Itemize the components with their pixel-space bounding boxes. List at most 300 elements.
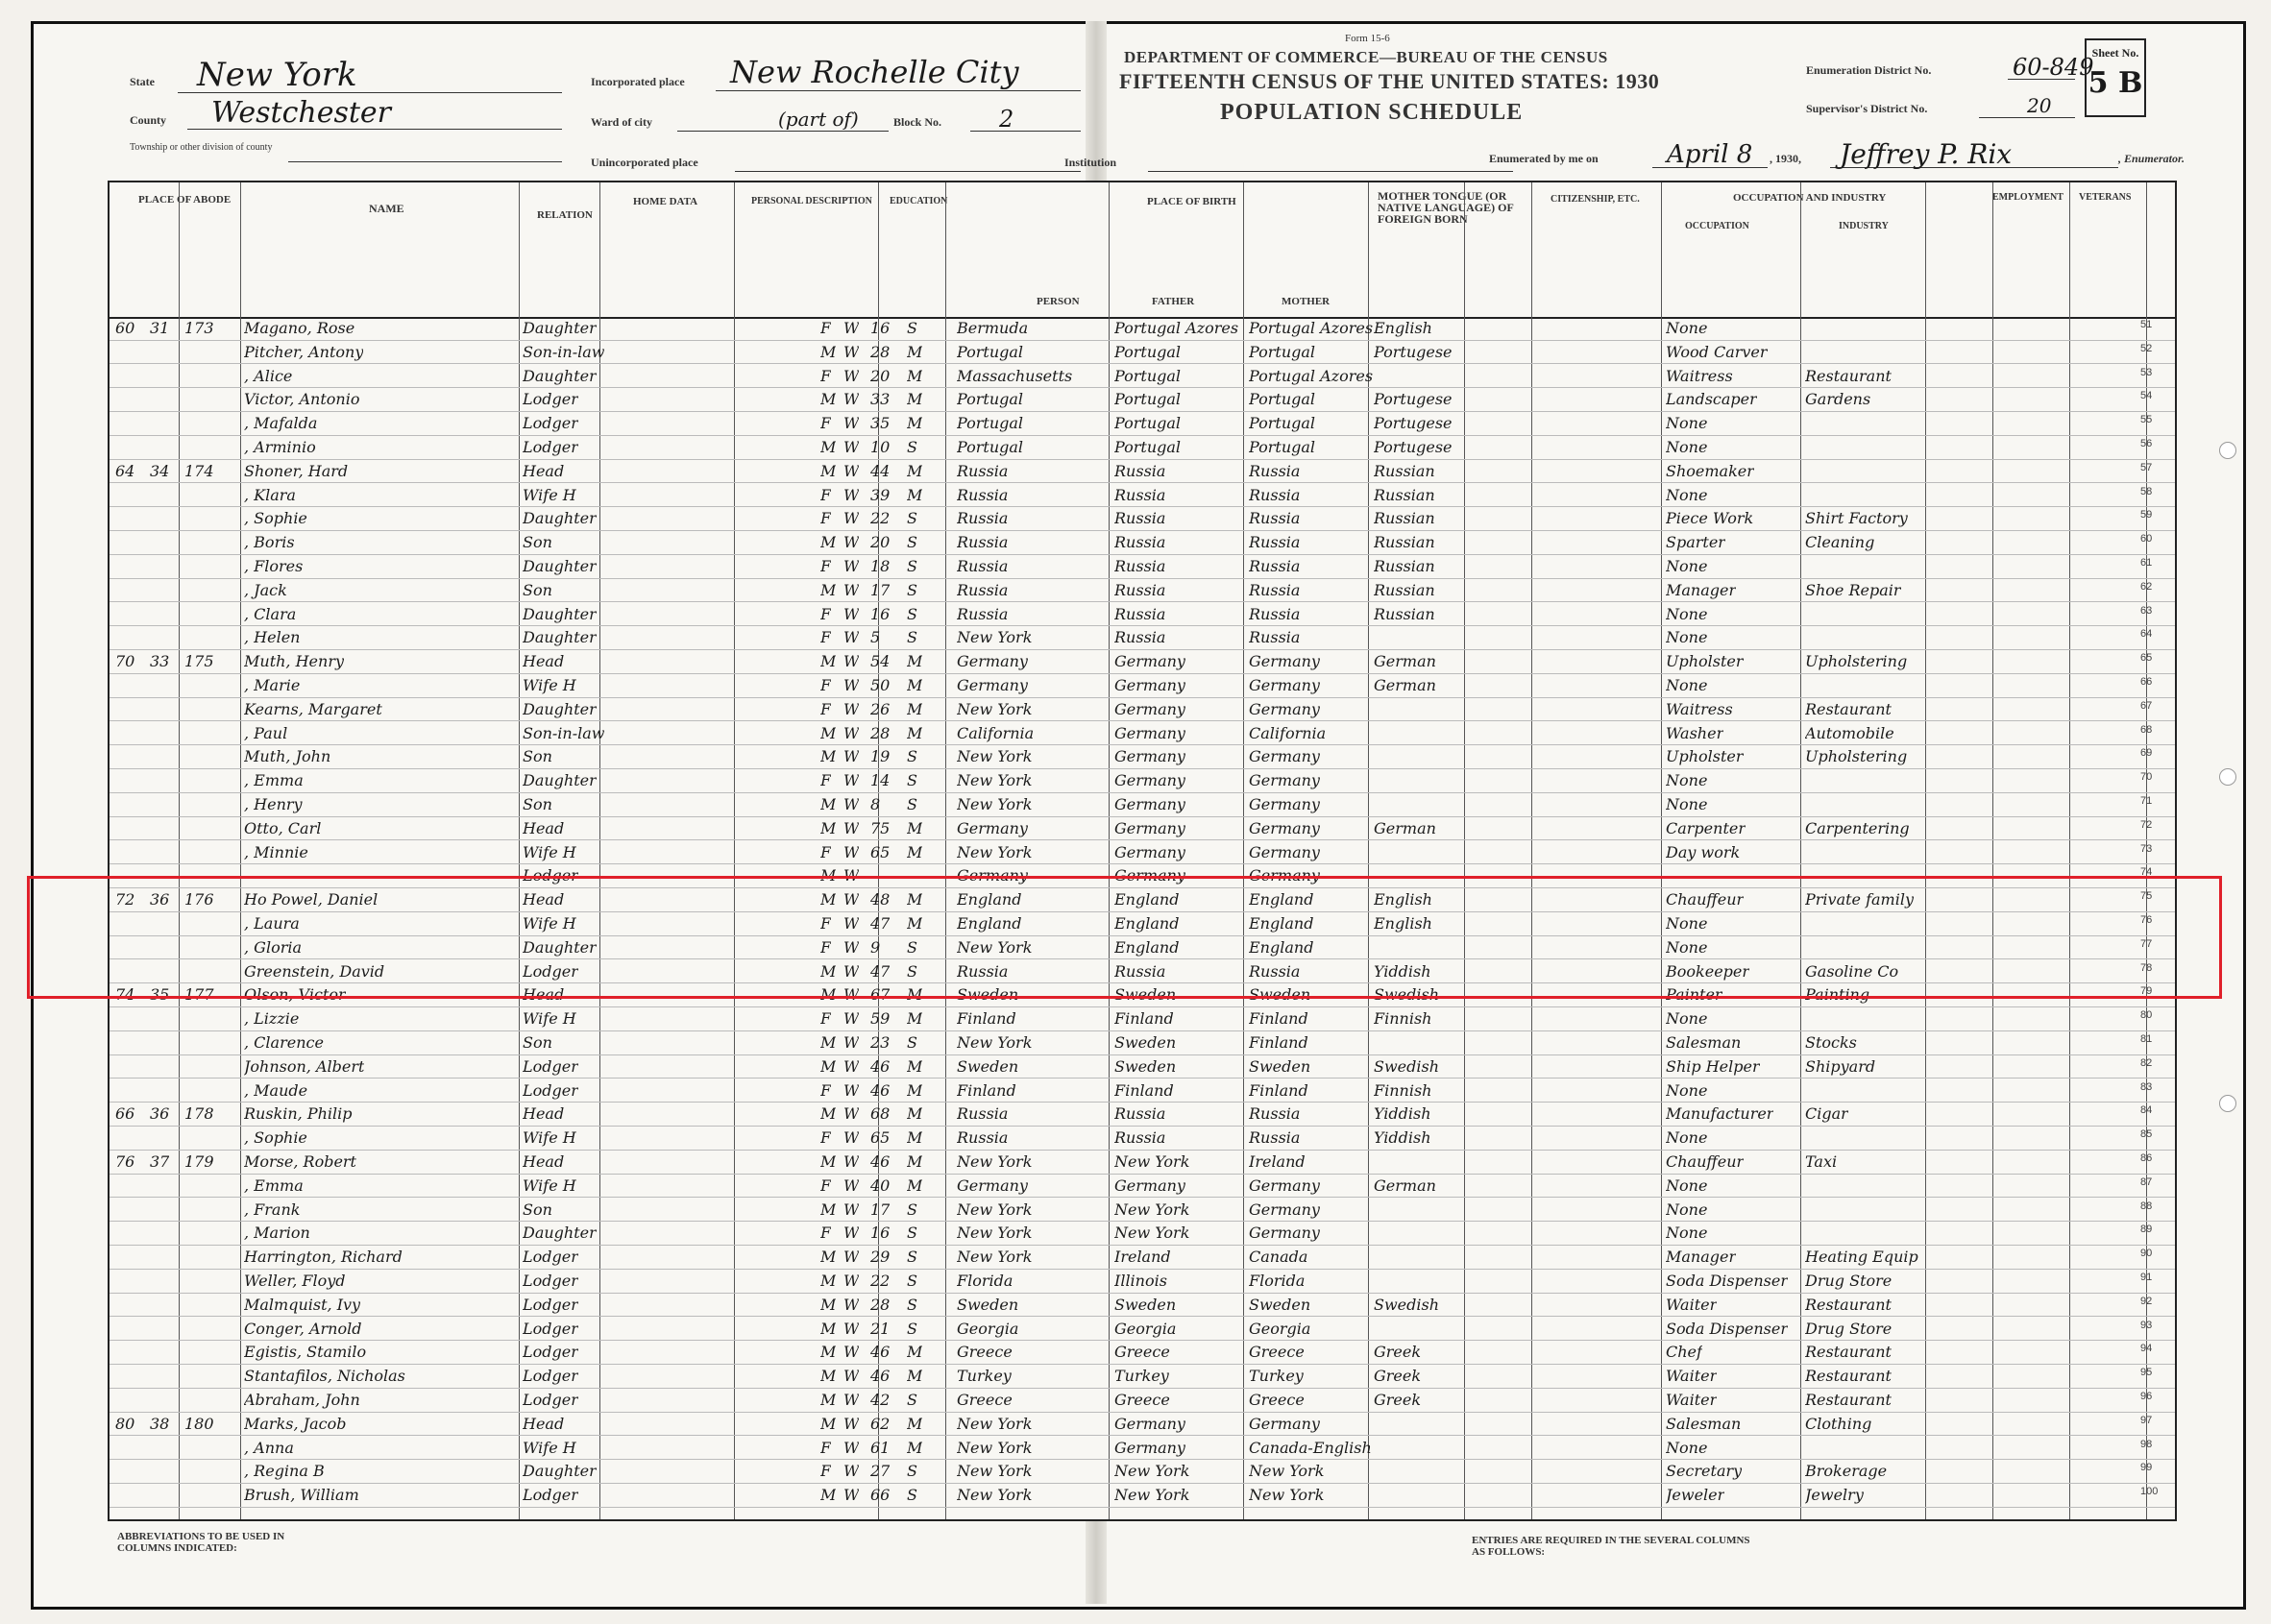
cell-lang: German [1374,1176,1436,1195]
cell-n: 67 [2140,699,2153,712]
cell-sex: F [820,1080,832,1100]
cell-ind: Jewelry [1805,1486,1864,1505]
cell-ind: Painting [1805,985,1870,1005]
cell-age: 46 [870,1152,891,1171]
table-row [110,317,2175,341]
cell-mbp: Russia [1249,485,1301,504]
cell-seq: 179 [184,1152,214,1171]
cell-occ: None [1666,1224,1708,1243]
cell-mar: M [907,1367,923,1386]
cell-race: W [843,747,860,766]
cell-race: W [843,1176,860,1195]
col-veterans: VETERANS [2079,192,2132,203]
cell-name: Stantafilos, Nicholas [244,1367,405,1386]
cell-fbp: Finland [1114,1009,1174,1029]
cell-n: 99 [2140,1462,2153,1474]
cell-race: W [843,1486,860,1505]
cell-lang: English [1374,914,1432,933]
table-row [110,1389,2175,1413]
sd-label: Supervisor's District No. [1806,102,1928,115]
cell-n: 57 [2140,461,2153,473]
cell-race: W [843,842,860,861]
cell-occ: None [1666,914,1708,933]
cell-occ: Soda Dispenser [1666,1272,1788,1290]
cell-lang: English [1374,890,1432,909]
cell-mbp: Russia [1249,509,1301,528]
cell-lang: Russian [1374,604,1435,623]
cell-name: Brush, William [244,1486,359,1505]
cell-mbp: Germany [1249,747,1320,766]
cell-ind: Heating Equip [1805,1248,1918,1267]
cell-race: W [843,866,860,885]
cell-n: 92 [2140,1295,2153,1307]
table-row [110,1460,2175,1484]
cell-occ: Chauffeur [1666,890,1745,909]
cell-fbp: Russia [1114,604,1166,623]
cell-rel: Lodger [523,1248,578,1267]
cell-mar: S [907,533,917,552]
cell-n: 85 [2140,1128,2153,1141]
cell-mar: M [907,818,923,837]
enumerator-label: , Enumerator. [2118,152,2186,165]
cell-age: 61 [870,1438,891,1457]
cell-age: 33 [870,390,891,409]
cell-bp: Germany [957,818,1028,837]
cell-sex: M [820,890,837,909]
cell-n: 75 [2140,890,2153,903]
cell-age: 16 [870,604,891,623]
table-row [110,1270,2175,1294]
cell-age: 68 [870,1104,891,1124]
cell-occ: None [1666,319,1708,337]
table-row [110,1055,2175,1079]
table-row [110,1318,2175,1342]
cell-age: 19 [870,747,891,766]
cell-bp: New York [957,1486,1033,1505]
cell-mar: S [907,1224,917,1243]
cell-rel: Lodger [523,1486,578,1505]
cell-fbp: England [1114,914,1180,933]
cell-mar: M [907,723,923,742]
cell-sex: F [820,366,832,385]
cell-race: W [843,676,860,694]
cell-mbp: Finland [1249,1080,1308,1100]
cell-age: 65 [870,842,891,861]
cell-bp: Russia [957,604,1009,623]
cell-rel: Lodger [523,1367,578,1386]
enumerated-date: April 8 [1667,140,1753,169]
cell-race: W [843,795,860,813]
col-industry: INDUSTRY [1839,221,1889,231]
cell-sex: F [820,1224,832,1243]
cell-mar: S [907,604,917,623]
ward-label: Ward of city [591,115,652,129]
cell-occ: None [1666,604,1708,623]
sheet-value: 5 B [2088,66,2143,100]
cell-race: W [843,937,860,957]
cell-mar: M [907,1343,923,1362]
cell-ind: Carpentering [1805,818,1910,837]
cell-sex: M [820,1056,837,1076]
cell-fbp: Sweden [1114,1033,1177,1052]
cell-n: 54 [2140,390,2153,402]
cell-race: W [843,1272,860,1290]
cell-fbp: Greece [1114,1391,1170,1409]
cell-lang: Greek [1374,1367,1422,1386]
cell-race: W [843,485,860,504]
cell-mar: S [907,509,917,528]
cell-mar: M [907,890,923,909]
cell-sex: M [820,866,837,885]
cell-race: W [843,914,860,933]
cell-sex: F [820,319,832,337]
cell-n: 81 [2140,1033,2153,1045]
cell-fbp: Germany [1114,652,1185,671]
cell-sex: F [820,937,832,957]
cell-n: 100 [2140,1486,2159,1498]
cell-rel: Daughter [523,937,597,957]
col-birth: PLACE OF BIRTH [1147,196,1236,207]
cell-ind: Cleaning [1805,533,1875,552]
cell-n: 86 [2140,1152,2153,1164]
table-row [110,1151,2175,1175]
cell-age: 48 [870,890,891,909]
cell-race: W [843,1009,860,1029]
cell-age: 47 [870,914,891,933]
cell-mbp: Germany [1249,699,1320,718]
cell-n: 83 [2140,1080,2153,1093]
cell-lang: German [1374,652,1436,671]
table-row [110,674,2175,698]
cell-mar: M [907,1176,923,1195]
cell-n: 56 [2140,438,2153,449]
cell-fbp: Germany [1114,795,1185,813]
cell-fam: 37 [150,1152,170,1171]
cell-sex: M [820,1104,837,1124]
cell-ind: Taxi [1805,1152,1838,1171]
cell-bp: New York [957,1462,1033,1481]
cell-mar: M [907,1128,923,1148]
cell-bp: Portugal [957,390,1024,409]
cell-lang: English [1374,319,1432,337]
cell-race: W [843,414,860,433]
cell-bp: Portugal [957,414,1024,433]
cell-fbp: Finland [1114,1080,1174,1100]
cell-fbp: Russia [1114,557,1166,575]
cell-rel: Lodger [523,961,578,981]
cell-mbp: Germany [1249,676,1320,694]
cell-n: 60 [2140,533,2153,545]
cell-age: 66 [870,1486,891,1505]
ed-label: Enumeration District No. [1806,63,1932,77]
table-row [110,841,2175,865]
cell-fam: 38 [150,1414,170,1433]
col-relation: RELATION [537,209,593,221]
cell-ind: Restaurant [1805,1343,1892,1362]
cell-bp: England [957,890,1022,909]
cell-race: W [843,961,860,981]
cell-ind: Upholstering [1805,747,1908,766]
table-row [110,1341,2175,1365]
cell-seq: 178 [184,1104,214,1124]
cell-n: 80 [2140,1009,2153,1022]
table-row [110,341,2175,365]
cell-sex: F [820,509,832,528]
cell-mar: S [907,1200,917,1219]
cell-bp: Russia [957,580,1009,599]
cell-age: 21 [870,1319,891,1338]
cell-n: 63 [2140,604,2153,617]
cell-occ: None [1666,1200,1708,1219]
cell-mar: S [907,557,917,575]
cell-name: , Anna [244,1438,294,1457]
cell-occ: None [1666,1009,1708,1029]
cell-fbp: Portugal [1114,390,1182,409]
ed-value: 60-849 [2013,54,2094,81]
cell-name: , Mafalda [244,414,318,433]
cell-age: 10 [870,438,891,456]
cell-rel: Son [523,533,552,552]
cell-occ: None [1666,1176,1708,1195]
cell-race: W [843,533,860,552]
cell-name: Morse, Robert [244,1152,356,1171]
cell-name: , Regina B [244,1462,325,1481]
cell-age: 59 [870,1009,891,1029]
cell-n: 90 [2140,1248,2153,1260]
cell-mar: M [907,699,923,718]
cell-mbp: New York [1249,1462,1325,1481]
cell-mbp: Sweden [1249,1056,1311,1076]
cell-race: W [843,1248,860,1267]
cell-bp: Russia [957,533,1009,552]
cell-mbp: Turkey [1249,1367,1304,1386]
cell-name: , Marie [244,676,301,694]
cell-occ: Bookeeper [1666,961,1750,981]
cell-dw: 66 [115,1104,135,1124]
cell-dw: 70 [115,652,135,671]
cell-age: 17 [870,580,891,599]
cell-occ: Carpenter [1666,818,1746,837]
enumerated-year: , 1930, [1770,152,1801,165]
cell-race: W [843,1414,860,1433]
cell-bp: New York [957,1200,1033,1219]
cell-mbp: Portugal Azores [1249,366,1374,385]
col-mother: MOTHER [1282,296,1331,307]
cell-fbp: Russia [1114,628,1166,647]
cell-age: 28 [870,342,891,361]
col-occupation: OCCUPATION [1685,221,1749,231]
cell-rel: Head [523,985,565,1005]
cell-ind: Clothing [1805,1414,1872,1433]
cell-mbp: Ireland [1249,1152,1306,1171]
cell-n: 89 [2140,1224,2153,1236]
cell-n: 61 [2140,557,2153,569]
cell-rel: Head [523,818,565,837]
table-row [110,769,2175,793]
table-row [110,1031,2175,1055]
highlight-box [27,876,2222,999]
cell-name: Johnson, Albert [244,1056,365,1076]
cell-age: 29 [870,1248,891,1267]
cell-rel: Lodger [523,438,578,456]
cell-seq: 177 [184,985,214,1005]
cell-fbp: England [1114,937,1180,957]
cell-bp: Portugal [957,438,1024,456]
cell-seq: 175 [184,652,214,671]
table-row [110,626,2175,650]
cell-rel: Lodger [523,1319,578,1338]
table-row [110,1222,2175,1246]
cell-occ: Manager [1666,580,1737,599]
cell-lang: Portugese [1374,438,1453,456]
cell-race: W [843,1080,860,1100]
cell-seq: 174 [184,461,214,480]
cell-mar: S [907,628,917,647]
cell-fbp: Germany [1114,1176,1185,1195]
cell-lang: Russian [1374,557,1435,575]
cell-mar: S [907,1248,917,1267]
cell-sex: M [820,1391,837,1409]
cell-age: 23 [870,1033,891,1052]
cell-lang: Swedish [1374,1295,1439,1314]
cell-bp: Bermuda [957,319,1029,337]
cell-ind: Restaurant [1805,1367,1892,1386]
cell-name: Muth, John [244,747,331,766]
cell-sex: M [820,533,837,552]
cell-race: W [843,604,860,623]
cell-name: Pitcher, Antony [244,342,364,361]
cell-sex: M [820,1414,837,1433]
cell-name: , Paul [244,723,288,742]
cell-sex: F [820,1128,832,1148]
cell-n: 98 [2140,1438,2153,1450]
cell-mar: M [907,842,923,861]
table-row [110,650,2175,674]
col-citizenship: CITIZENSHIP, ETC. [1551,194,1640,205]
cell-fbp: Portugal [1114,366,1182,385]
cell-dw: 64 [115,461,135,480]
cell-fbp: Russia [1114,461,1166,480]
cell-mbp: Greece [1249,1343,1305,1362]
cell-fbp: Germany [1114,676,1185,694]
cell-bp: New York [957,1224,1033,1243]
cell-bp: New York [957,1033,1033,1052]
cell-mbp: Sweden [1249,1295,1311,1314]
cell-ind: Automobile [1805,723,1894,742]
cell-bp: New York [957,1414,1033,1433]
cell-n: 87 [2140,1176,2153,1188]
table-row [110,1127,2175,1151]
cell-mbp: Germany [1249,1414,1320,1433]
cell-fbp: Germany [1114,1414,1185,1433]
cell-n: 88 [2140,1200,2153,1212]
cell-fbp: Russia [1114,509,1166,528]
cell-rel: Wife H [523,842,576,861]
cell-rel: Daughter [523,699,597,718]
cell-n: 68 [2140,723,2153,736]
cell-rel: Lodger [523,1343,578,1362]
cell-name: Harrington, Richard [244,1248,403,1267]
cell-fam: 36 [150,1104,170,1124]
cell-sex: F [820,699,832,718]
cell-occ: Manager [1666,1248,1737,1267]
cell-fbp: New York [1114,1224,1190,1243]
cell-rel: Daughter [523,604,597,623]
cell-fbp: Germany [1114,699,1185,718]
enumerated-label: Enumerated by me on [1489,152,1599,165]
cell-age: 22 [870,1272,891,1290]
cell-rel: Son [523,580,552,599]
cell-n: 97 [2140,1414,2153,1426]
cell-fam: 34 [150,461,170,480]
cell-occ: Piece Work [1666,509,1754,528]
col-occupation-industry: OCCUPATION AND INDUSTRY [1733,192,1887,204]
cell-mbp: Germany [1249,1176,1320,1195]
table-row [110,1246,2175,1270]
cell-fbp: Portugal [1114,414,1182,433]
cell-fbp: Russia [1114,533,1166,552]
cell-sex: M [820,652,837,671]
cell-dw: 74 [115,985,135,1005]
cell-ind: Cigar [1805,1104,1848,1124]
cell-n: 77 [2140,937,2153,950]
cell-mbp: Germany [1249,1200,1320,1219]
binder-hole [2219,1095,2236,1112]
table-row [110,1007,2175,1031]
cell-fbp: Russia [1114,485,1166,504]
cell-mbp: Germany [1249,771,1320,790]
cell-name: , Sophie [244,509,307,528]
cell-mar: S [907,795,917,813]
cell-fbp: Sweden [1114,1295,1177,1314]
cell-bp: Russia [957,557,1009,575]
cell-mar: M [907,1080,923,1100]
cell-sex: F [820,1009,832,1029]
cell-rel: Daughter [523,366,597,385]
cell-race: W [843,509,860,528]
cell-mar: M [907,1104,923,1124]
cell-mar: M [907,652,923,671]
cell-fbp: Russia [1114,1104,1166,1124]
cell-fbp: Portugal [1114,342,1182,361]
cell-sex: M [820,461,837,480]
cell-fam: 31 [150,319,170,337]
cell-n: 66 [2140,676,2153,688]
cell-race: W [843,1391,860,1409]
table-row [110,1175,2175,1199]
cell-bp: Georgia [957,1319,1019,1338]
cell-n: 58 [2140,485,2153,497]
cell-ind: Gasoline Co [1805,961,1899,981]
cell-fbp: New York [1114,1486,1190,1505]
cell-occ: None [1666,771,1708,790]
cell-name: , Klara [244,485,296,504]
cell-seq: 180 [184,1414,214,1433]
table-row [110,1199,2175,1223]
cell-sex: F [820,1462,832,1481]
cell-rel: Daughter [523,319,597,337]
cell-fbp: Germany [1114,747,1185,766]
cell-mbp: Russia [1249,1128,1301,1148]
table-row [110,412,2175,436]
cell-rel: Daughter [523,771,597,790]
cell-fbp: Germany [1114,771,1185,790]
cell-mar: S [907,1319,917,1338]
cell-lang: Russian [1374,485,1435,504]
township-label: Township or other division of county [130,142,273,153]
department-title: DEPARTMENT OF COMMERCE—BUREAU OF THE CENSUS [1124,48,1608,66]
cell-lang: Russian [1374,580,1435,599]
